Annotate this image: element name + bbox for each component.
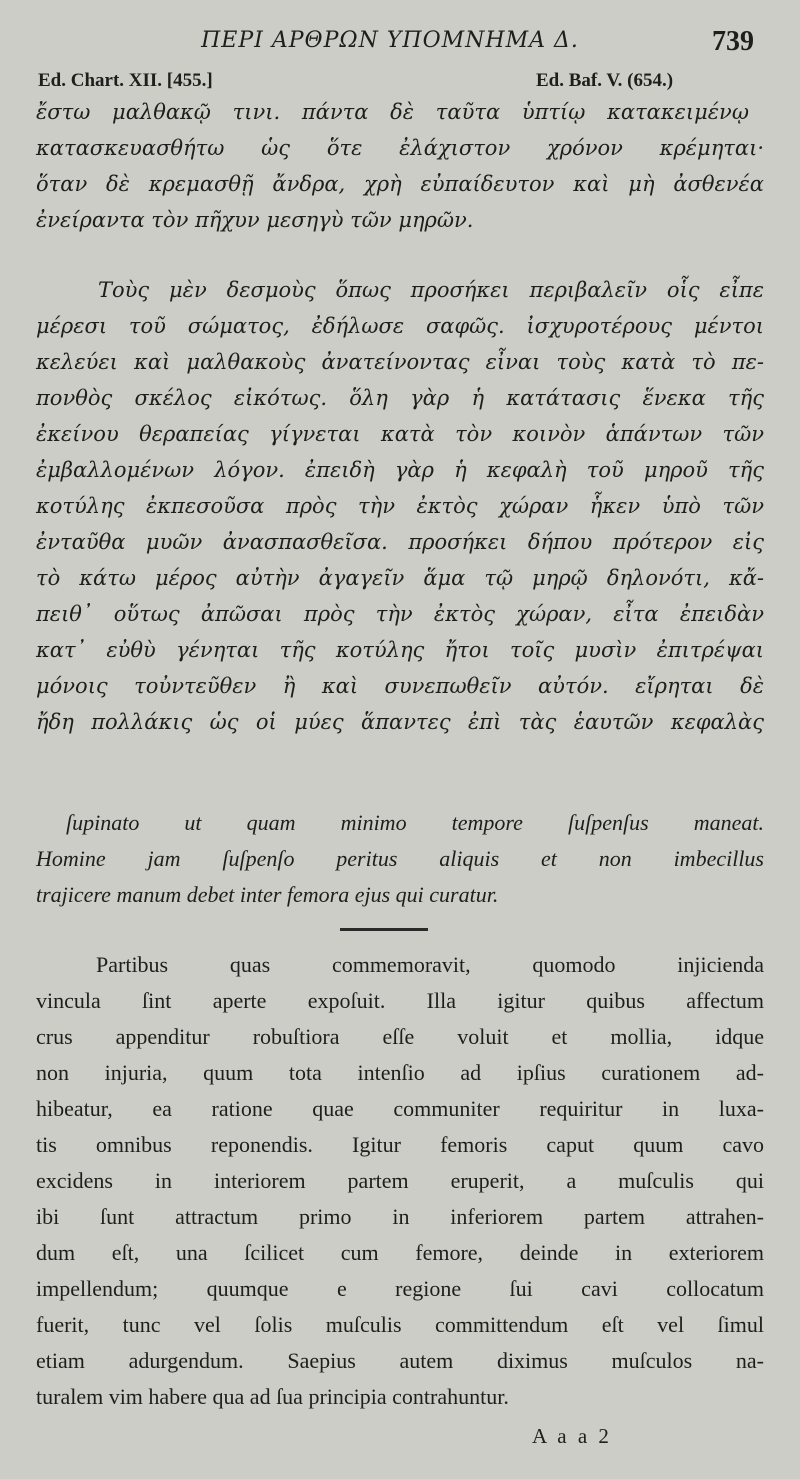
- latin-commentary-line: vincula ſint aperte expoſuit. Illa igitur quibus affectum: [36, 988, 764, 1013]
- latin-commentary-line: impellendum; quumque e regione ſui cavi collocatum: [36, 1276, 764, 1301]
- printer-signature-mark: A a a 2: [532, 1424, 612, 1448]
- latin-commentary-line: dum eſt, una ſcilicet cum femore, deinde in exteriorem: [36, 1240, 764, 1265]
- greek-commentary-line: πειθ᾽ οὕτως ἀπῶσαι πρὸς τὴν ἐκτὸς χώραν, εἶτα ἐπειδὰν: [36, 602, 764, 626]
- edition-reference-right: Ed. Baf. V. (654.): [536, 70, 674, 91]
- greek-commentary-line: ἤδη πολλάκις ὡς οἱ μύες ἅπαντες ἐπὶ τὰς ἑαυτῶν κεφαλὰς: [36, 710, 764, 734]
- edition-reference-left: Ed. Chart. XII. [455.]: [38, 70, 213, 91]
- greek-commentary-line: ἐμβαλλομένων λόγον. ἐπειδὴ γὰρ ἡ κεφαλὴ τοῦ μηροῦ τῆς: [36, 458, 764, 482]
- greek-top-line: κατασκευασθήτω ὡς ὅτε ἐλάχιστον χρόνον κρέμηται·: [36, 136, 764, 160]
- latin-commentary-line: hibeatur, ea ratione quae communiter requiritur in luxa-: [36, 1096, 764, 1121]
- latin-commentary-line: Partibus quas commemoravit, quomodo injicienda: [96, 952, 764, 977]
- latin-commentary-line: excidens in interiorem partem eruperit, a muſculis qui: [36, 1168, 764, 1193]
- latin-commentary-line: tis omnibus reponendis. Igitur femoris caput quum cavo: [36, 1132, 764, 1157]
- latin-top-line: ſupinato ut quam minimo tempore ſuſpenſus maneat.: [66, 810, 764, 835]
- greek-top-line: ἔστω μαλθακῷ τινι. πάντα δὲ ταῦτα ὑπτίῳ κατακειμένῳ: [36, 100, 749, 124]
- page-number: 739: [712, 26, 754, 57]
- greek-commentary-line: κοτύλης ἐκπεσοῦσα πρὸς τὴν ἐκτὸς χώραν ἧκεν ὑπὸ τῶν: [36, 494, 764, 518]
- greek-top-line: ἐνείραντα τὸν πῆχυν μεσηγὺ τῶν μηρῶν.: [36, 208, 474, 232]
- greek-commentary-line: πονθὸς σκέλος εἰκότως. ὅλη γὰρ ἡ κατάτασις ἕνεκα τῆς: [36, 386, 764, 410]
- greek-commentary-line: μόνοις τοὐντεῦθεν ἢ καὶ συνεπωθεῖν αὐτόν. εἴρηται δὲ: [36, 674, 764, 698]
- latin-commentary-line: ibi ſunt attractum primo in inferiorem partem attrahen-: [36, 1204, 764, 1229]
- greek-commentary-line: ἐκείνου θεραπείας γίγνεται κατὰ τὸν κοινὸν ἁπάντων τῶν: [36, 422, 764, 446]
- latin-commentary-line: turalem vim habere qua ad ſua principia contrahuntur.: [36, 1384, 509, 1409]
- greek-commentary-line: κελεύει καὶ μαλθακοὺς ἀνατείνοντας εἶναι τοὺς κατὰ τὸ πε-: [36, 350, 764, 374]
- section-divider: [340, 928, 428, 931]
- latin-top-line: Homine jam ſuſpenſo peritus aliquis et non imbecillus: [36, 846, 764, 871]
- latin-commentary-line: etiam adurgendum. Saepius autem diximus muſculos na-: [36, 1348, 764, 1373]
- greek-top-line: ὅταν δὲ κρεμασθῇ ἄνδρα, χρὴ εὐπαίδευτον καὶ μὴ ἀσθενέα: [36, 172, 764, 196]
- latin-top-line: trajicere manum debet inter femora ejus qui curatur.: [36, 882, 499, 907]
- latin-commentary-line: non injuria, quum tota intenſio ad ipſius curationem ad-: [36, 1060, 764, 1085]
- greek-commentary-line: μέρεσι τοῦ σώματος, ἐδήλωσε σαφῶς. ἰσχυροτέρους μέντοι: [36, 314, 764, 338]
- greek-commentary-line: ἐνταῦθα μυῶν ἀνασπασθεῖσα. προσήκει δήπου πρότερον εἰς: [36, 530, 764, 554]
- running-head: ΠΕΡΙ ΑΡΘΡΩΝ ΥΠΟΜΝΗΜΑ Δ.: [201, 28, 579, 53]
- greek-commentary-line: Τοὺς μὲν δεσμοὺς ὅπως προσήκει περιβαλεῖν οἷς εἶπε: [98, 278, 764, 302]
- greek-commentary-line: κατ᾽ εὐθὺ γένηται τῆς κοτύλης ἤτοι τοῖς μυσὶν ἐπιτρέψαι: [36, 638, 764, 662]
- latin-commentary-line: crus appenditur robuſtiora eſſe voluit et mollia, idque: [36, 1024, 764, 1049]
- greek-commentary-line: τὸ κάτω μέρος αὐτὴν ἀγαγεῖν ἅμα τῷ μηρῷ δηλονότι, κἄ-: [36, 566, 764, 590]
- latin-commentary-line: fuerit, tunc vel ſolis muſculis committendum eſt vel ſimul: [36, 1312, 764, 1337]
